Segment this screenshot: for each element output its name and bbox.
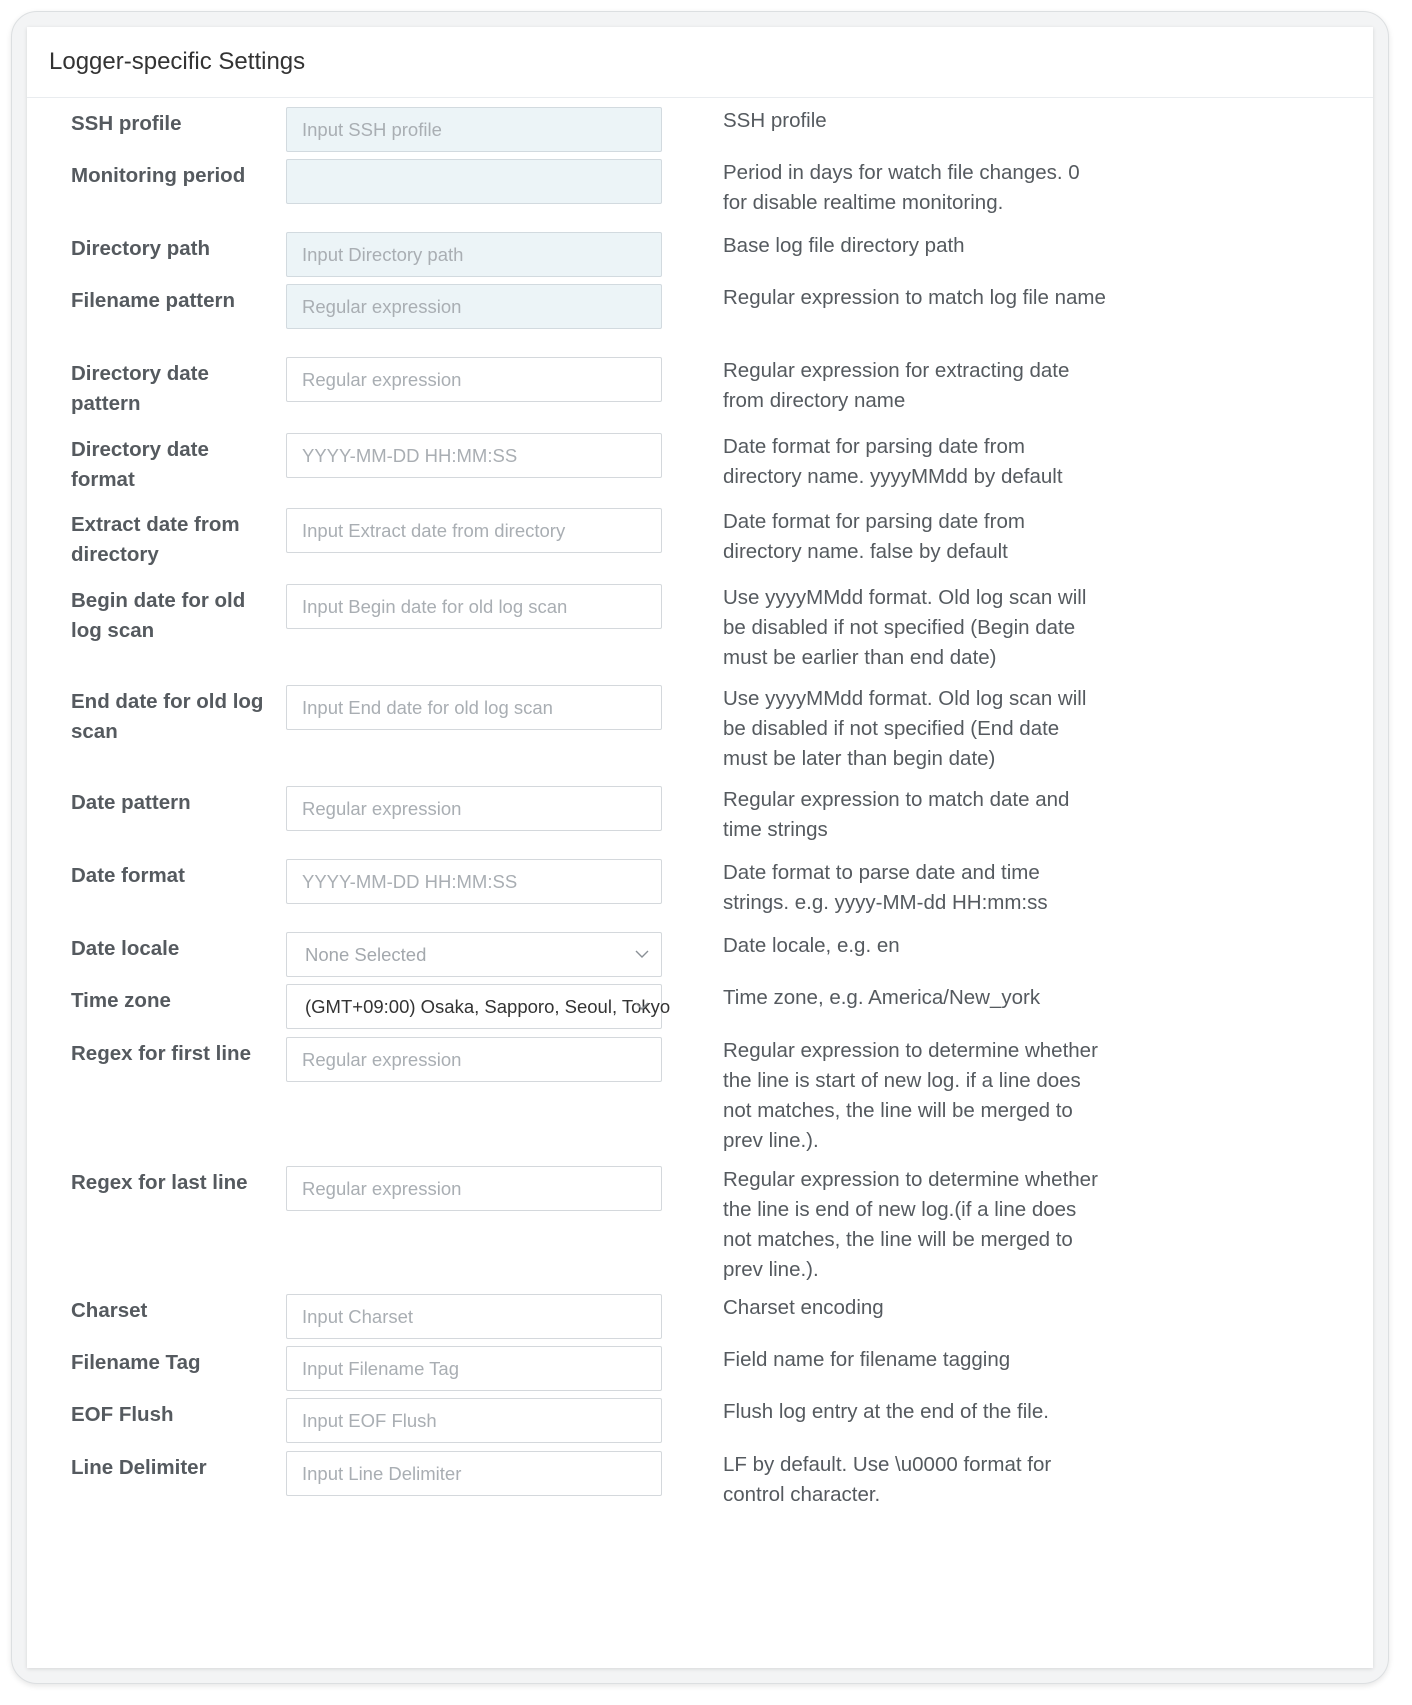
filename-pattern-label: Filename pattern xyxy=(71,289,236,312)
begin-date-for-old-log-scan-label: Begin date for old log scan xyxy=(71,589,246,642)
filename-pattern-description: Regular expression to match log file name xyxy=(723,286,1106,309)
date-format-input[interactable] xyxy=(286,859,662,904)
directory-date-format-input[interactable] xyxy=(286,433,662,478)
form-row-eof-flush xyxy=(27,1389,1108,1443)
form-row-begin-date-for-old-log-scan xyxy=(27,575,1108,673)
charset-field-wrapper xyxy=(286,1285,662,1339)
line-delimiter-field-wrapper xyxy=(286,1442,662,1496)
eof-flush-field-wrapper xyxy=(286,1389,662,1443)
form-row-regex-for-last-line xyxy=(27,1157,1108,1285)
form-row-directory-date-format xyxy=(27,424,1108,495)
regex-for-first-line-label: Regex for first line xyxy=(71,1042,251,1065)
monitoring-period-description: Period in days for watch file changes. 0 for disable realtime monitoring. xyxy=(723,161,1080,214)
date-pattern-label: Date pattern xyxy=(71,791,191,814)
begin-date-for-old-log-scan-field-wrapper xyxy=(286,575,662,629)
ssh-profile-input[interactable] xyxy=(286,107,662,152)
date-locale-select[interactable] xyxy=(286,932,662,977)
directory-date-format-field-wrapper xyxy=(286,424,662,478)
filename-tag-input[interactable] xyxy=(286,1346,662,1391)
form-row-filename-pattern xyxy=(27,275,1108,329)
monitoring-period-input[interactable] xyxy=(286,159,662,204)
ssh-profile-description: SSH profile xyxy=(723,109,827,132)
regex-for-last-line-description: Regular expression to determine whether the line is end of new log.(if a line does not matches, the line will be merged to prev line.). xyxy=(723,1168,1098,1281)
form-row-line-delimiter xyxy=(27,1442,1108,1510)
directory-path-label: Directory path xyxy=(71,237,210,260)
extract-date-from-directory-label: Extract date from directory xyxy=(71,513,240,566)
regex-for-last-line-input[interactable] xyxy=(286,1166,662,1211)
directory-date-pattern-field-wrapper xyxy=(286,348,662,402)
ssh-profile-field-wrapper xyxy=(286,98,662,152)
monitoring-period-label: Monitoring period xyxy=(71,164,246,187)
form-row-date-pattern xyxy=(27,777,1108,845)
date-locale-field-wrapper xyxy=(286,923,662,977)
directory-date-format-label: Directory date format xyxy=(71,438,209,491)
end-date-for-old-log-scan-label: End date for old log scan xyxy=(71,690,264,743)
time-zone-selected-value: (GMT+09:00) Osaka, Sapporo, Seoul, Tokyo xyxy=(305,995,671,1017)
charset-label: Charset xyxy=(71,1299,148,1322)
regex-for-last-line-field-wrapper xyxy=(286,1157,662,1211)
filename-tag-description: Field name for filename tagging xyxy=(723,1348,1011,1371)
time-zone-field-wrapper xyxy=(286,975,671,1029)
form-row-date-locale xyxy=(27,923,1108,977)
ssh-profile-label: SSH profile xyxy=(71,112,182,135)
directory-date-pattern-description: Regular expression for extracting date from directory name xyxy=(723,359,1070,412)
line-delimiter-input[interactable] xyxy=(286,1451,662,1496)
extract-date-from-directory-description: Date format for parsing date from directory name. false by default xyxy=(723,510,1025,563)
date-format-field-wrapper xyxy=(286,850,662,904)
date-format-description: Date format to parse date and time strings. e.g. yyyy-MM-dd HH:mm:ss xyxy=(723,861,1048,914)
panel-title: Logger-specific Settings xyxy=(49,48,306,75)
charset-input[interactable] xyxy=(286,1294,662,1339)
time-zone-select[interactable] xyxy=(286,984,671,1029)
date-pattern-description: Regular expression to match date and time strings xyxy=(723,788,1070,841)
end-date-for-old-log-scan-field-wrapper xyxy=(286,676,662,730)
charset-description: Charset encoding xyxy=(723,1296,884,1319)
end-date-for-old-log-scan-input[interactable] xyxy=(286,685,662,730)
form-row-directory-date-pattern xyxy=(27,348,1108,419)
date-locale-description: Date locale, e.g. en xyxy=(723,934,900,957)
line-delimiter-description: LF by default. Use \u0000 format for control character. xyxy=(723,1453,1052,1506)
directory-date-format-description: Date format for parsing date from directory name. yyyyMMdd by default xyxy=(723,435,1063,488)
filename-pattern-field-wrapper xyxy=(286,275,662,329)
eof-flush-label: EOF Flush xyxy=(71,1403,174,1426)
form-row-filename-tag xyxy=(27,1337,1108,1391)
directory-path-description: Base log file directory path xyxy=(723,234,965,257)
form-row-end-date-for-old-log-scan xyxy=(27,676,1108,774)
monitoring-period-field-wrapper xyxy=(286,150,662,204)
time-zone-label: Time zone xyxy=(71,989,171,1012)
eof-flush-input[interactable] xyxy=(286,1398,662,1443)
eof-flush-description: Flush log entry at the end of the file. xyxy=(723,1400,1049,1423)
line-delimiter-label: Line Delimiter xyxy=(71,1456,207,1479)
regex-for-last-line-label: Regex for last line xyxy=(71,1171,248,1194)
date-pattern-field-wrapper xyxy=(286,777,662,831)
form-row-monitoring-period xyxy=(27,150,1108,218)
regex-for-first-line-input[interactable] xyxy=(286,1037,662,1082)
filename-pattern-input[interactable] xyxy=(286,284,662,329)
date-locale-selected-value: None Selected xyxy=(305,943,427,965)
date-format-label: Date format xyxy=(71,864,185,887)
extract-date-from-directory-input[interactable] xyxy=(286,508,662,553)
settings-panel xyxy=(27,27,1373,1668)
begin-date-for-old-log-scan-input[interactable] xyxy=(286,584,662,629)
filename-tag-label: Filename Tag xyxy=(71,1351,201,1374)
form-row-date-format xyxy=(27,850,1108,918)
form-row-ssh-profile xyxy=(27,98,1108,152)
date-locale-label: Date locale xyxy=(71,937,180,960)
form-row-charset xyxy=(27,1285,1108,1339)
directory-date-pattern-label: Directory date pattern xyxy=(71,362,209,415)
form-row-extract-date-from-directory xyxy=(27,499,1108,570)
form-row-directory-path xyxy=(27,223,1108,277)
end-date-for-old-log-scan-description: Use yyyyMMdd format. Old log scan will be disabled if not specified (End date must be later than begin date) xyxy=(723,687,1087,770)
time-zone-description: Time zone, e.g. America/New_york xyxy=(723,986,1041,1009)
chevron-down-icon xyxy=(635,999,649,1013)
date-pattern-input[interactable] xyxy=(286,786,662,831)
form-row-time-zone xyxy=(27,975,1108,1029)
directory-path-input[interactable] xyxy=(286,232,662,277)
panel-header xyxy=(27,27,1373,98)
settings-frame xyxy=(11,11,1389,1684)
filename-tag-field-wrapper xyxy=(286,1337,662,1391)
chevron-down-icon xyxy=(635,947,649,961)
extract-date-from-directory-field-wrapper xyxy=(286,499,662,553)
form-row-regex-for-first-line xyxy=(27,1028,1108,1156)
directory-path-field-wrapper xyxy=(286,223,662,277)
regex-for-first-line-description: Regular expression to determine whether the line is start of new log. if a line does not matches, the line will be merged to prev line.). xyxy=(723,1039,1098,1152)
regex-for-first-line-field-wrapper xyxy=(286,1028,662,1082)
begin-date-for-old-log-scan-description: Use yyyyMMdd format. Old log scan will be disabled if not specified (Begin date must be earlier than end date) xyxy=(723,586,1087,669)
directory-date-pattern-input[interactable] xyxy=(286,357,662,402)
